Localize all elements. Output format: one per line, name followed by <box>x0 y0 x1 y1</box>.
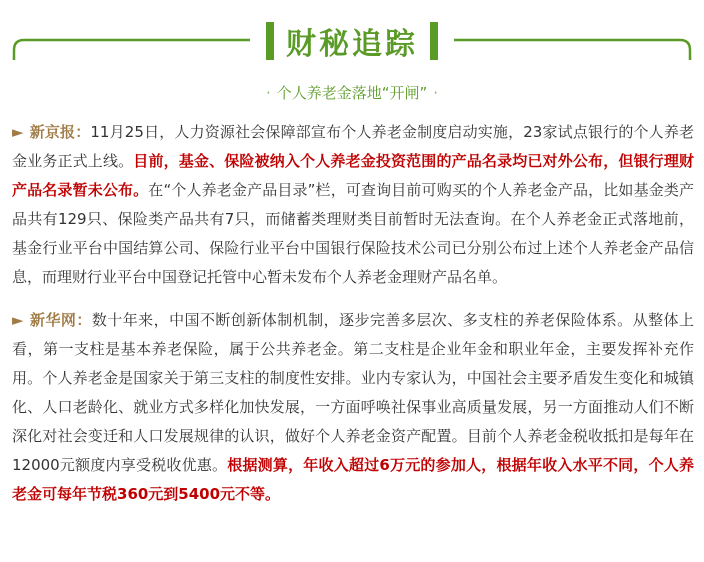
subtitle-dot-right: · <box>433 84 439 102</box>
frame-line-right <box>454 40 690 60</box>
highlight-text: 目前，基金、保险被纳入个人养老金投资范围的产品名录均已对外公布，但银行理财产品名录暂未公布。 <box>12 152 694 199</box>
paragraph-text: 在“个人养老金产品目录”栏，可查询目前可购买的个人养老金产品，比如基金类产品共有129只、保险类产品共有7只，而储蓄类理财类目前暂时无法查询。在个人养老金正式落地前，基金行业平台中国结算公司、保险行业平台中国银行保险技术公司已分别公布过上述个人养老金产品信息，而理财行业平台中国登记托管中心暂未发布个人养老金理财产品名单。 <box>12 181 694 286</box>
title-box <box>250 16 454 66</box>
subtitle-text: 个人养老金落地“开闸” <box>276 84 428 102</box>
arrow-icon: ► <box>12 123 24 141</box>
article-body <box>12 118 694 523</box>
header <box>0 0 704 102</box>
paragraph-text: 11月25日，人力资源社会保障部宣布个人养老金制度启动实施，23家试点银行的个人养老金业务正式上线。 <box>12 123 694 170</box>
paragraph-xinhuawang <box>12 306 694 509</box>
subtitle <box>0 82 704 103</box>
highlight-text: 根据测算，年收入超过6万元的参加人，根据年收入水平不同，个人养老金可每年节税360元到5400元不等。 <box>12 456 694 503</box>
source-label: 新华网： <box>29 311 92 329</box>
title-bar-right <box>430 22 438 60</box>
paragraph-text: 数十年来，中国不断创新体制机制，逐步完善多层次、多支柱的养老保险体系。从整体上看，第一支柱是基本养老保险，属于公共养老金。第二支柱是企业年金和职业年金，主要发挥补充作用。个人养老金是国家关于第三支柱的制度性安排。业内专家认为，中国社会主要矛盾发生变化和城镇化、人口老龄化、就业方式多样化加快发展，一方面呼唤社保事业高质量发展，另一方面推动人们不断深化对社会变迁和人口发展规律的认识，做好个人养老金资产配置。目前个人养老金税收抵扣是每年在12000元额度内享受税收优惠。 <box>12 311 694 474</box>
source-label: 新京报： <box>29 123 91 141</box>
frame-line-left <box>14 40 250 60</box>
subtitle-dot-left: · <box>265 84 271 102</box>
title-bar-left <box>266 22 274 60</box>
page-title: 财秘追踪 <box>286 27 418 62</box>
paragraph-xinjingbao <box>12 118 694 292</box>
arrow-icon: ► <box>12 311 24 329</box>
